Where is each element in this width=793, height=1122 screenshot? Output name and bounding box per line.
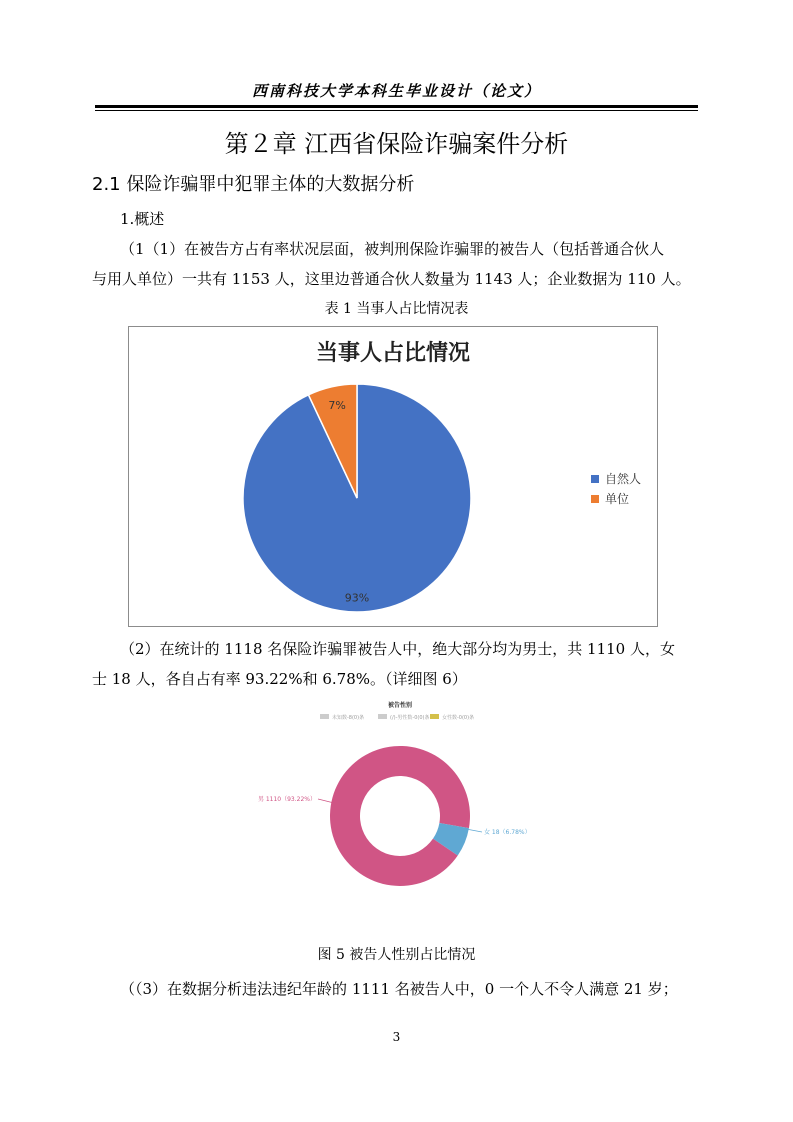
donut-legend-swatch-2[interactable] <box>430 714 439 719</box>
donut-title: 被告性别 <box>387 702 413 709</box>
page-number: 3 <box>392 1030 401 1044</box>
donut-legend-swatch-1[interactable] <box>378 714 387 719</box>
table-caption: 表 1 当事人占比情况表 <box>324 301 469 317</box>
figure-caption: 图 5 被告人性别占比情况 <box>317 947 476 963</box>
pie-data-label-0: 93% <box>344 591 370 605</box>
legend-swatch-1 <box>591 495 599 503</box>
defendant-gender-donut <box>230 695 570 935</box>
paragraph-3-line-1: （（3）在数据分析违法违纪年龄的 1111 名被告人中，0 一个人不令人满意 21 岁； <box>120 980 678 998</box>
party-ratio-pie-svg <box>129 327 657 626</box>
chapter-title: 第２章 江西省保险诈骗案件分析 <box>224 130 569 158</box>
header-rule-thick <box>95 105 698 108</box>
donut-data-label-1: 女 18（6.78%） <box>484 829 531 836</box>
legend-swatch-0 <box>591 475 599 483</box>
donut-slice-0 <box>330 746 470 886</box>
donut-data-label-0: 男 1110（93.22%） <box>257 796 316 803</box>
paragraph-overview: 1.概述 <box>120 210 165 228</box>
paragraph-1-line-2: 与用人单位）一共有 1153 人，这里边普通合伙人数量为 1143 人；企业数据为 110 人。 <box>92 270 691 288</box>
party-ratio-chart <box>128 326 658 627</box>
paragraph-2-line-1: （2）在统计的 1118 名保险诈骗罪被告人中，绝大部分均为男士，共 1110 人，女 <box>120 640 675 658</box>
paragraph-2-line-2: 士 18 人，各自占有率 93.22%和 6.78%。（详细图 6） <box>92 670 467 688</box>
legend-label-0: 自然人 <box>605 472 642 486</box>
donut-leader-line-0 <box>318 799 334 803</box>
donut-legend-label-0[interactable]: 未知数-8(0)条 <box>332 715 365 721</box>
donut-legend-label-2[interactable]: 女性数-0(0)条 <box>442 715 475 721</box>
donut-legend-label-1[interactable]: (/)-男性数-0(0)条 <box>390 715 430 721</box>
pie-data-label-1: 7% <box>328 398 346 412</box>
header-rule-thin <box>95 110 698 111</box>
legend-label-1: 单位 <box>605 492 630 506</box>
section-title: 2.1 保险诈骗罪中犯罪主体的大数据分析 <box>92 174 415 195</box>
page-header-title: 西南科技大学本科生毕业设计（论文） <box>251 82 541 100</box>
chart-title: 当事人占比情况 <box>315 341 471 366</box>
donut-legend-swatch-0[interactable] <box>320 714 329 719</box>
paragraph-1-line-1: （1（1）在被告方占有率状况层面，被判刑保险诈骗罪的被告人（包括普通合伙人 <box>120 240 665 258</box>
